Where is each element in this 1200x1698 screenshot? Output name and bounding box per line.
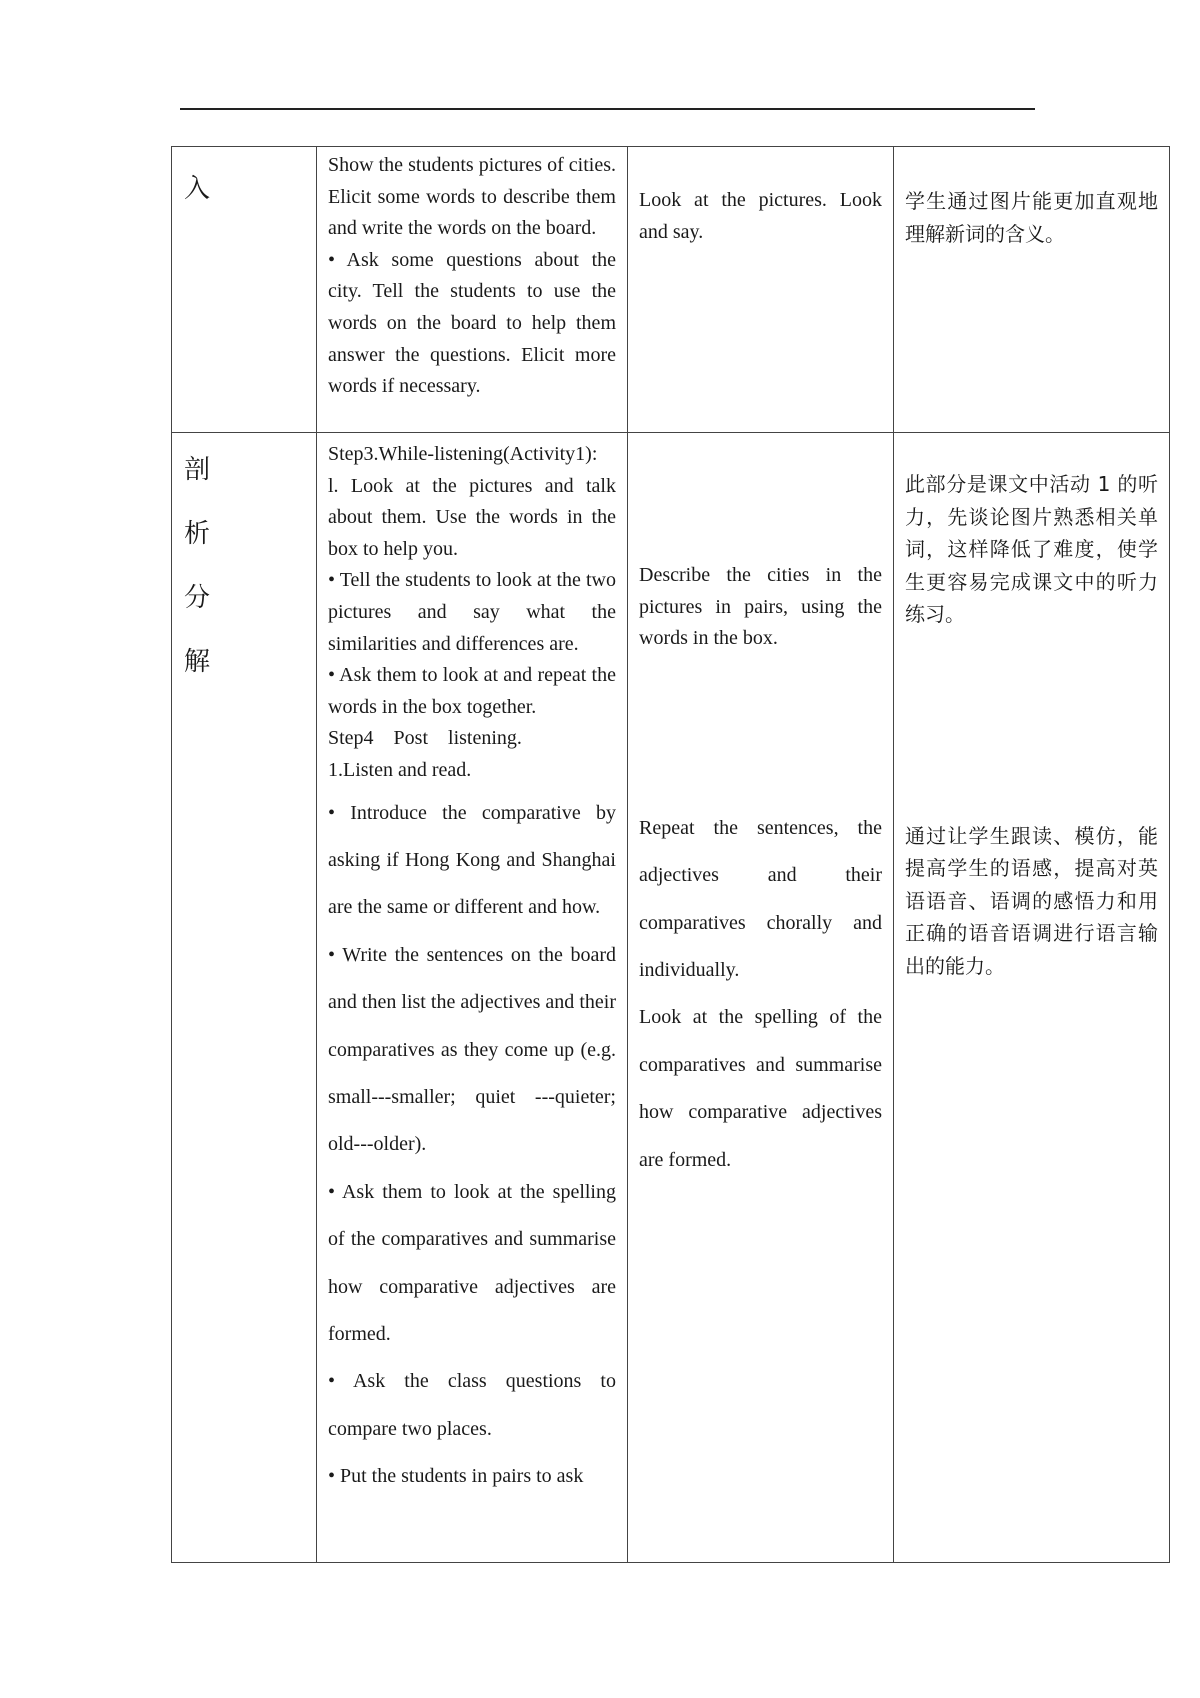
student-activity-cell xyxy=(628,147,894,433)
teacher-activity-paragraph: • Put the students in pairs to ask xyxy=(328,1465,584,1488)
teacher-activity-paragraph: Step4 Post listening. xyxy=(328,727,522,750)
purpose-paragraph: 此部分是课文中活动 1 的听力，先谈论图片熟悉相关单词，这样降低了难度，使学生更容易完成课文中的听力练习。 xyxy=(905,472,1158,626)
table-row xyxy=(172,433,1170,1563)
teacher-activity-paragraph: • Tell the students to look at the two pictures and say what the similarities and differences are. xyxy=(328,569,616,655)
teacher-activity-paragraph: Show the students pictures of cities. Elicit some words to describe them and write the words on the board. xyxy=(328,154,616,240)
teacher-activity-paragraph: • Ask the class questions to compare two places. xyxy=(328,1370,616,1440)
purpose-paragraph: 学生通过图片能更加直观地理解新词的含义。 xyxy=(905,189,1158,246)
teacher-activity-paragraph: Step3.While-listening(Activity1): xyxy=(328,443,598,465)
stage-char: 分 xyxy=(184,583,211,612)
student-activity-paragraph: Look at the pictures. Look and say. xyxy=(639,189,882,243)
teacher-activity-cell xyxy=(317,147,628,433)
stage-char: 解 xyxy=(184,647,211,676)
student-activity-paragraph: Describe the cities in the pictures in pairs, using the words in the box. xyxy=(639,564,882,650)
stage-cell xyxy=(172,433,317,1563)
teacher-activity-paragraph: • Write the sentences on the board and then list the adjectives and their comparatives as they come up (e.g. small---smaller; quiet ---quieter; old---older). xyxy=(328,943,616,1156)
student-activity-paragraph: Look at the spelling of the comparatives and summarise how comparative adjectives are formed. xyxy=(639,1006,882,1171)
purpose-cell xyxy=(894,147,1170,433)
stage-char: 剖 xyxy=(184,455,211,484)
teacher-activity-paragraph: • Ask them to look at and repeat the words in the box together. xyxy=(328,664,616,718)
stage-char: 析 xyxy=(184,519,211,548)
student-activity-cell xyxy=(628,433,894,1563)
teacher-activity-paragraph: 1.Listen and read. xyxy=(328,758,472,781)
student-activity-paragraph: Repeat the sentences, the adjectives and their comparatives chorally and individually. xyxy=(639,816,882,981)
teacher-activity-paragraph: • Ask them to look at the spelling of the comparatives and summarise how comparative adjectives are formed. xyxy=(328,1180,616,1345)
table-row xyxy=(172,147,1170,433)
teacher-activity-paragraph: • Ask some questions about the city. Tell the students to use the words on the board to help them answer the questions. Elicit more words if necessary. xyxy=(328,248,616,398)
stage-char: 入 xyxy=(184,174,211,203)
purpose-cell xyxy=(894,433,1170,1563)
teacher-activity-cell xyxy=(317,433,628,1563)
teacher-activity-paragraph: • Introduce the comparative by asking if Hong Kong and Shanghai are the same or different and how. xyxy=(328,801,616,919)
stage-cell xyxy=(172,147,317,433)
header-rule xyxy=(180,108,1035,110)
teacher-activity-paragraph: l. Look at the pictures and talk about them. Use the words in the box to help you. xyxy=(328,474,616,560)
lesson-plan-table xyxy=(171,146,1170,1563)
purpose-paragraph: 通过让学生跟读、模仿，能提高学生的语感，提高对英语语音、语调的感悟力和用正确的语音语调进行语言输出的能力。 xyxy=(905,823,1158,978)
